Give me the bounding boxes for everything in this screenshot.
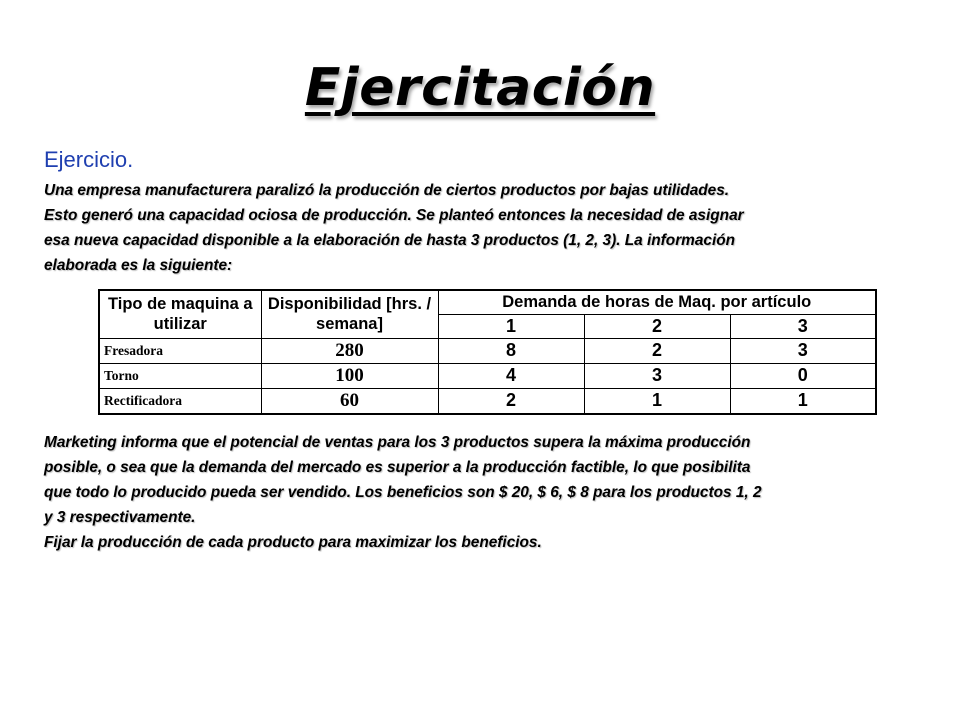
table-row [99, 388, 876, 414]
closing-line: que todo lo producido pueda ser vendido. Los beneficios son $ 20, $ 6, $ 8 para los productos 1, 2 [44, 484, 762, 501]
intro-line: esa nueva capacidad disponible a la elaboración de hasta 3 productos (1, 2, 3). La información [44, 232, 736, 249]
closing-line: posible, o sea que la demanda del mercado es superior a la producción factible, lo que posibilita [44, 459, 751, 476]
demand-cell: 2 [584, 338, 730, 363]
machine-availability: 100 [261, 363, 438, 388]
demand-cell: 2 [438, 388, 584, 414]
intro-line: Esto generó una capacidad ociosa de producción. Se planteó entonces la necesidad de asignar [44, 207, 744, 224]
table-row [99, 363, 876, 388]
exercise-heading: Ejercicio. [44, 147, 134, 172]
header-availability: Disponibilidad [hrs. / semana] [261, 290, 438, 338]
demand-cell: 1 [730, 388, 876, 414]
machine-availability: 60 [261, 388, 438, 414]
demand-cell: 4 [438, 363, 584, 388]
closing-line: Fijar la producción de cada producto para maximizar los beneficios. [44, 534, 542, 551]
intro-paragraph [44, 178, 924, 278]
closing-line: Marketing informa que el potencial de ventas para los 3 productos supera la máxima producción [44, 434, 751, 451]
header-demand: Demanda de horas de Maq. por artículo [438, 290, 876, 314]
closing-paragraph [44, 430, 924, 555]
machine-name: Rectificadora [99, 388, 261, 414]
intro-line: elaborada es la siguiente: [44, 257, 233, 274]
demand-cell: 0 [730, 363, 876, 388]
machine-name: Torno [99, 363, 261, 388]
header-product-3: 3 [730, 314, 876, 338]
header-product-2: 2 [584, 314, 730, 338]
table-row [99, 338, 876, 363]
header-product-1: 1 [438, 314, 584, 338]
machine-name: Fresadora [99, 338, 261, 363]
slide-title: Ejercitación [304, 58, 656, 118]
closing-line: y 3 respectivamente. [44, 509, 196, 526]
demand-cell: 3 [584, 363, 730, 388]
header-machine-type: Tipo de maquina a utilizar [99, 290, 261, 338]
demand-cell: 3 [730, 338, 876, 363]
demand-cell: 1 [584, 388, 730, 414]
machine-hours-table [98, 289, 877, 415]
machine-availability: 280 [261, 338, 438, 363]
intro-line: Una empresa manufacturera paralizó la producción de ciertos productos por bajas utilidades. [44, 182, 730, 199]
demand-cell: 8 [438, 338, 584, 363]
